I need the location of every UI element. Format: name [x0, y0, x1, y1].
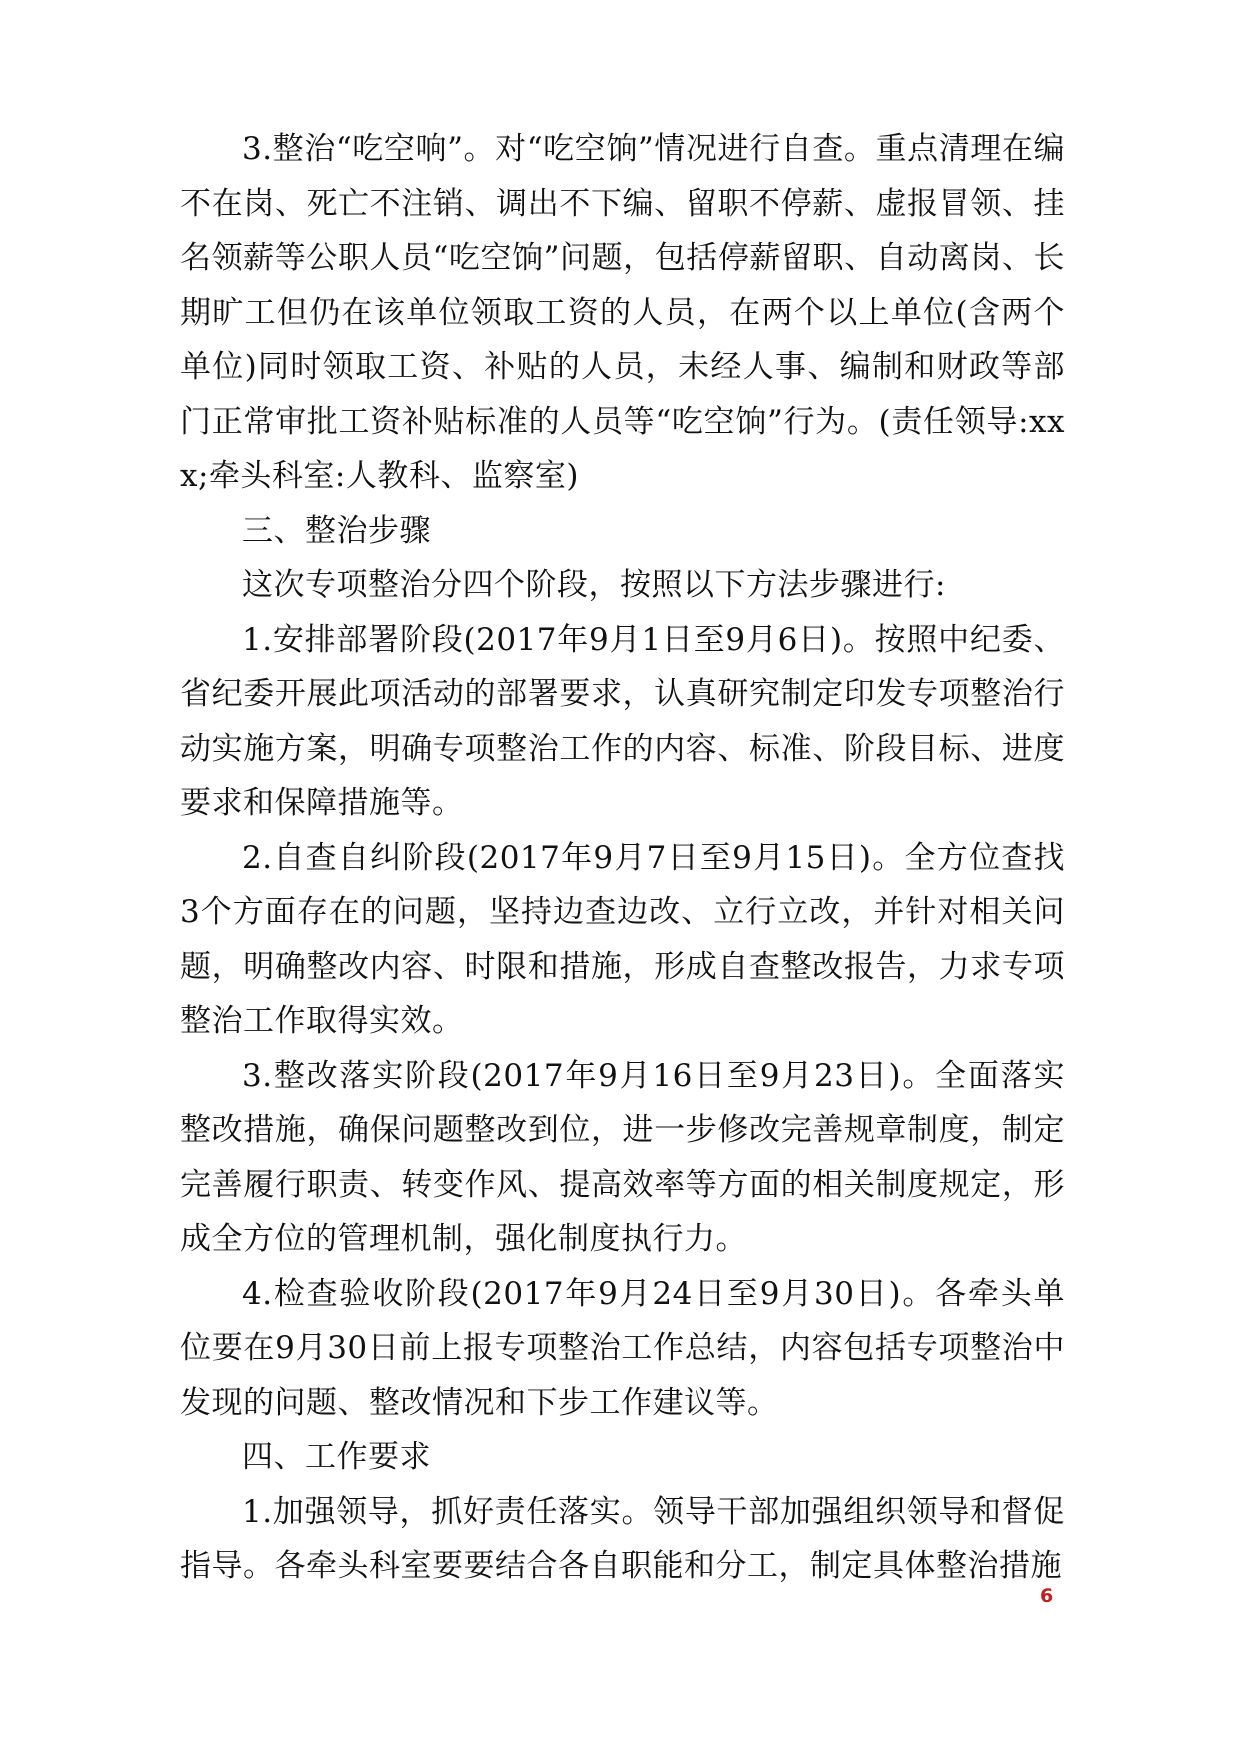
paragraph-strengthen-leadership: 1.加强领导，抓好责任落实。领导干部加强组织领导和督促指导。各牵头科室要要结合各自职能和分工，制定具体整治措施	[180, 1493, 1065, 1584]
paragraph-stage-implementation: 3.整改落实阶段(2017年9月16日至9月23日)。全面落实整改措施，确保问题整改到位，进一步修改完善规章制度，制定完善履行职责、转变作风、提高效率等方面的相关制度规定，形成全方位的管理机制，强化制度执行力。	[180, 1057, 1065, 1257]
document-body	[180, 122, 1065, 1594]
paragraph-stage-self-inspection: 2.自查自纠阶段(2017年9月7日至9月15日)。全方位查找3个方面存在的问题，坚持边查边改、立行立改，并针对相关问题，明确整改内容、时限和措施，形成自查整改报告，力求专项整治工作取得实效。	[180, 839, 1065, 1039]
heading-work-requirements: 四、工作要求	[242, 1439, 431, 1475]
paragraph-stage-deployment: 1.安排部署阶段(2017年9月1日至9月6日)。按照中纪委、省纪委开展此项活动的部署要求，认真研究制定印发专项整治行动实施方案，明确专项整治工作的内容、标准、阶段目标、进度要求和保障措施等。	[180, 621, 1065, 821]
page-number: 6	[1040, 1585, 1054, 1607]
paragraph-stage-acceptance: 4.检查验收阶段(2017年9月24日至9月30日)。各牵头单位要在9月30日前上报专项整治工作总结，内容包括专项整治中发现的问题、整改情况和下步工作建议等。	[180, 1275, 1065, 1421]
heading-rectification-steps: 三、整治步骤	[242, 512, 431, 549]
paragraph-eat-empty-salary: 3.整治“吃空响”。对“吃空饷”情况进行自查。重点清理在编不在岗、死亡不注销、调出不下编、留职不停薪、虚报冒领、挂名领薪等公职人员“吃空饷”问题，包括停薪留职、自动离岗、长期旷工但仍在该单位领取工资的人员，在两个以上单位(含两个单位)同时领取工资、补贴的人员，未经人事、编制和财政等部门正常审批工资补贴标准的人员等“吃空饷”行为。(责任领导:xxx;牵头科室:人教科、监察室)	[180, 131, 1065, 494]
paragraph-four-stages-intro: 这次专项整治分四个阶段，按照以下方法步骤进行:	[242, 567, 946, 603]
